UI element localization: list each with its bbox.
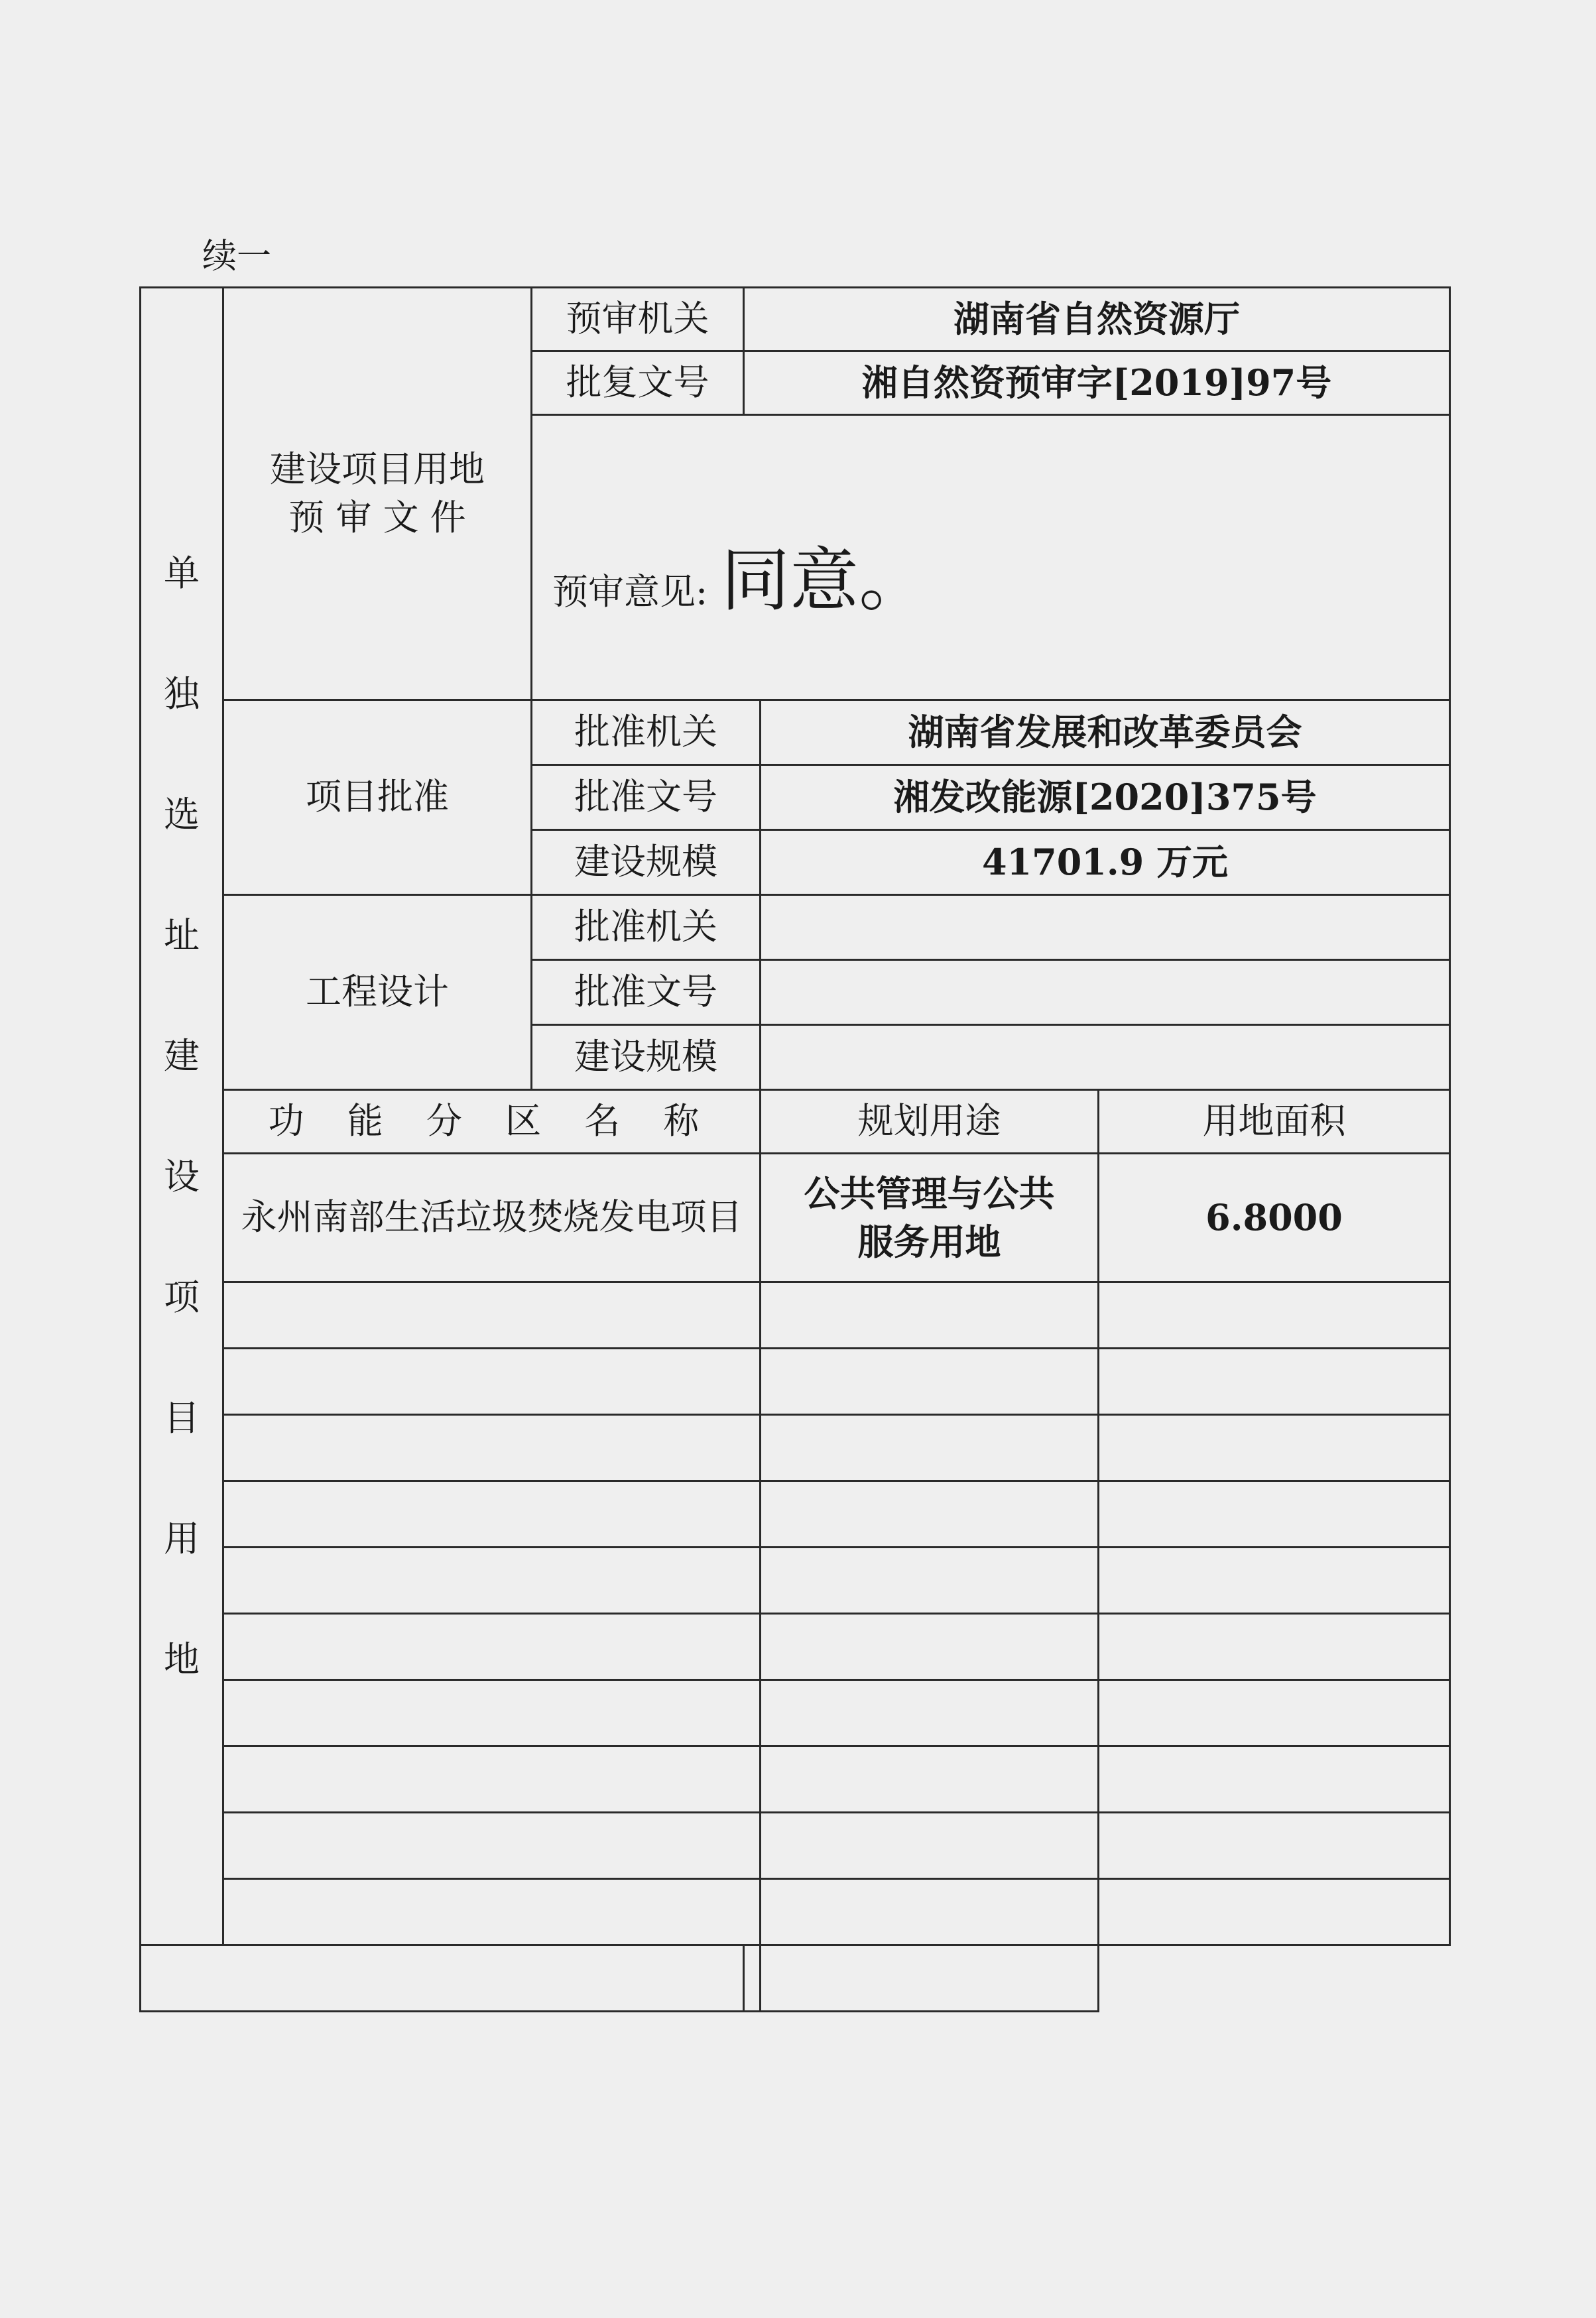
opinion-label: 预审意见: [552,571,708,613]
design-doc-no-label: 批准文号 [532,960,761,1025]
table-row [141,1614,1450,1680]
table-row [141,1945,1450,2012]
pretrial-authority-value: 湖南省自然资源厅 [744,288,1450,351]
land-area-header: 用地面积 [1099,1090,1450,1154]
table-row [141,1813,1450,1879]
design-scale-value [761,1025,1450,1090]
table-row [141,1548,1450,1614]
pretrial-authority-label: 预审机关 [532,288,744,351]
project-approval-label: 项目批准 [223,700,532,895]
table-row [141,1282,1450,1349]
pretrial-doc-no-value: 湘自然资预审字[2019]97号 [744,351,1450,415]
opinion-value: 同意。 [721,540,928,621]
table-row [141,1680,1450,1746]
side-title-char: 设 [164,1155,200,1197]
side-title-char: 地 [164,1638,200,1680]
design-scale-label: 建设规模 [532,1025,761,1090]
side-title-char: 址 [164,914,200,956]
approval-authority-label: 批准机关 [532,700,761,765]
side-title [141,288,223,1945]
table-row [141,1879,1450,1945]
side-title-char: 项 [164,1276,200,1318]
zone-name-cell: 永州南部生活垃圾焚烧发电项目 [223,1154,761,1282]
land-use-form [139,286,1451,2012]
side-title-char: 建 [164,1034,200,1077]
side-title-char: 单 [164,552,200,594]
table-row [141,1349,1450,1415]
table-row [141,1154,1450,1282]
pretrial-section-label: 建设项目用地 预 审 文 件 [223,288,532,700]
approval-authority-value: 湖南省发展和改革委员会 [761,700,1450,765]
zone-name-header: 功 能 分 区 名 称 [223,1090,761,1154]
approval-scale-label: 建设规模 [532,830,761,895]
pretrial-opinion-cell [532,415,1450,700]
approval-doc-no-value: 湘发改能源[2020]375号 [761,765,1450,830]
planned-use-header: 规划用途 [761,1090,1099,1154]
continuation-label: 续一 [202,237,272,276]
design-doc-no-value [761,960,1450,1025]
table-row [141,1415,1450,1481]
side-title-char: 选 [164,793,200,835]
approval-scale-value: 41701.9 万元 [761,830,1450,895]
design-authority-value [761,895,1450,960]
planned-use-cell: 公共管理与公共 服务用地 [761,1154,1099,1282]
design-authority-label: 批准机关 [532,895,761,960]
pretrial-doc-no-label: 批复文号 [532,351,744,415]
side-title-char: 独 [164,672,200,715]
engineering-design-label: 工程设计 [223,895,532,1090]
table-row [141,1481,1450,1548]
table-row [141,1746,1450,1813]
land-area-cell: 6.8000 [1099,1154,1450,1282]
approval-doc-no-label: 批准文号 [532,765,761,830]
side-title-char: 用 [164,1517,200,1559]
side-title-char: 目 [164,1396,200,1439]
